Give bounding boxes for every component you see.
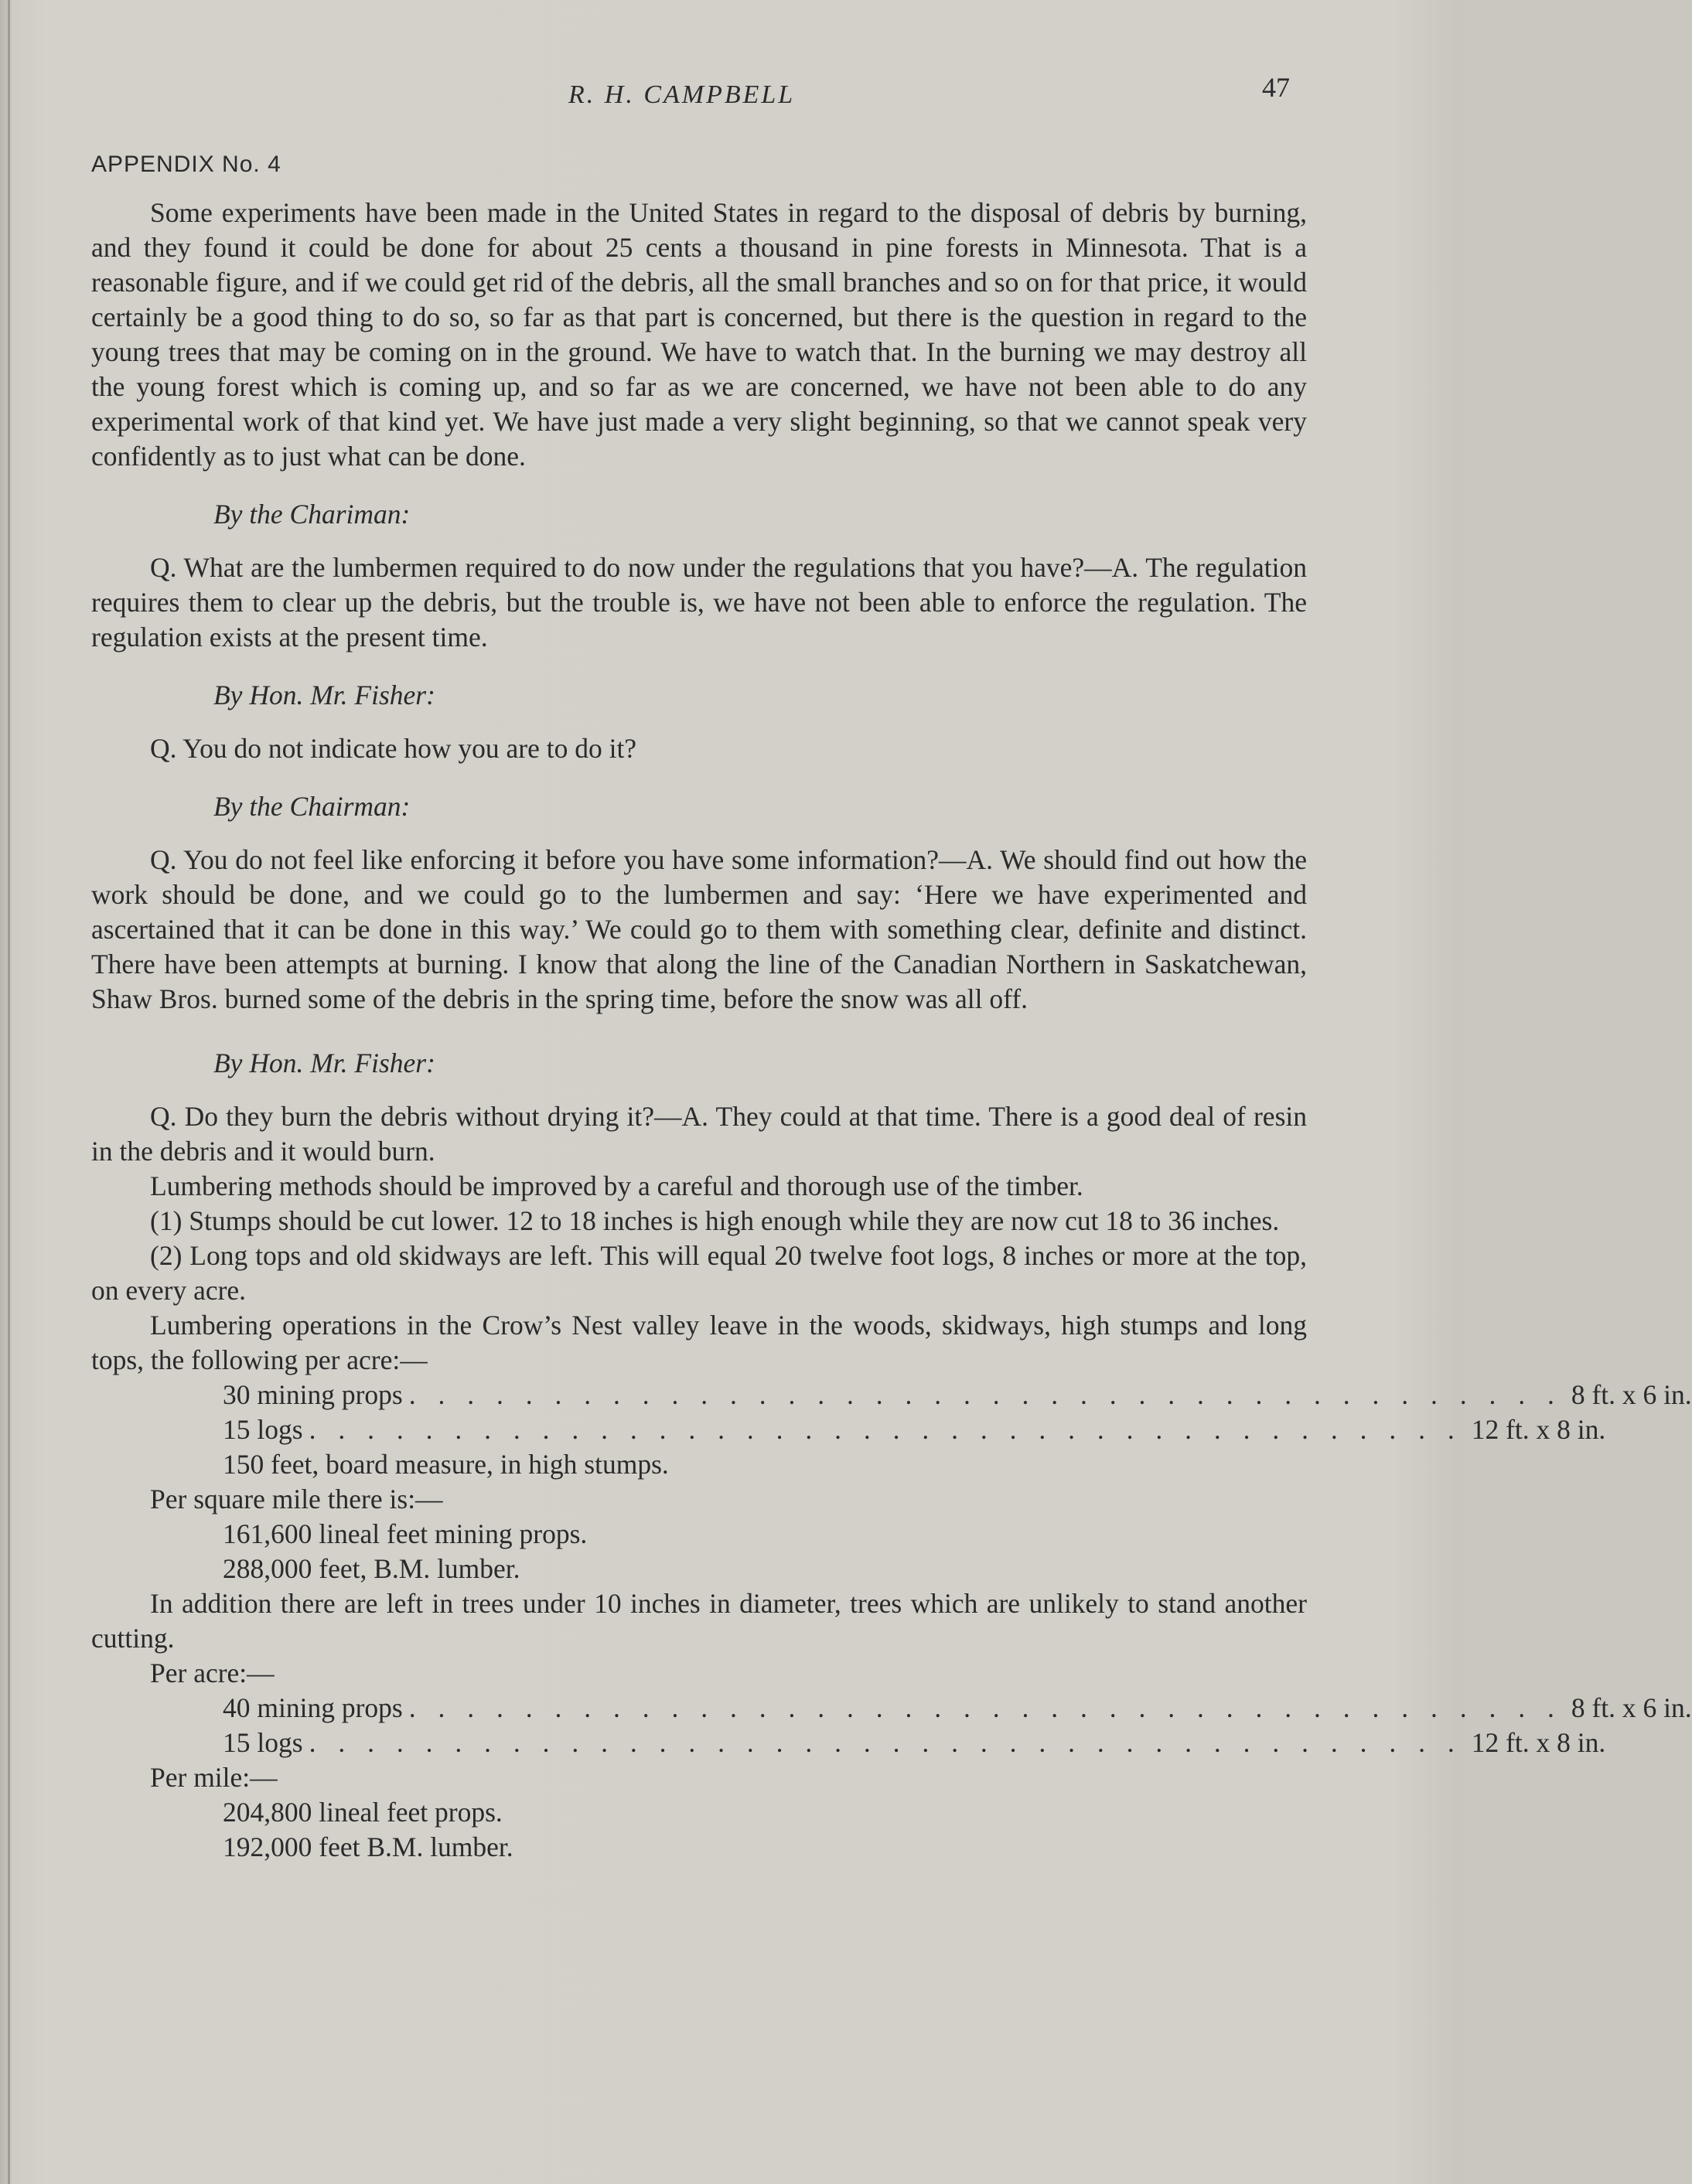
paragraph-9: Lumbering operations in the Crow’s Nest valley leave in the woods, skidways, high stumps and long tops, the following per acre:— [91,1310,1307,1375]
acre-list-row [91,1412,1606,1447]
permile-item: 192,000 feet B.M. lumber. [223,1831,513,1862]
appendix-label: APPENDIX No. 4 [91,152,281,177]
page-number: 47 [1262,72,1290,103]
running-head: R. H. CAMPBELL [568,80,796,109]
speaker-heading-3: By the Chairman: [213,791,411,822]
paragraph-2: Q. What are the lumbermen required to do now under the regulations that you have?—A. The regulation requires them to clear up the debris, but the trouble is, we have not been able to enforce the regulation. The regulation exists at the present time. [91,552,1307,652]
paragraph-7: (1) Stumps should be cut lower. 12 to 18 inches is high enough while they are now cut 18 to 36 inches. [150,1205,1280,1236]
dot-leader: . . . . . . . . . . . . . . . . . . . . . . . . . . . . . . . . . . . . . . . . [408,1379,1562,1410]
dot-leader: . . . . . . . . . . . . . . . . . . . . . . . . . . . . . . . . . . . . . . . . [309,1727,1462,1758]
body-text [91,147,1692,1865]
permile-heading: Per mile:— [150,1762,278,1793]
acre-extra: 150 feet, board measure, in high stumps. [223,1449,669,1480]
peracre-item-label: 40 mining props [223,1692,403,1723]
acre-list-row [91,1378,1692,1412]
dot-leader: . . . . . . . . . . . . . . . . . . . . . . . . . . . . . . . . . . . . . . . . [408,1692,1562,1723]
paragraph-8: (2) Long tops and old skidways are left. This will equal 20 twelve foot logs, 8 inches or more at the top, on every acre. [91,1240,1307,1306]
peracre-item-dimension: 8 ft. x 6 in. [1571,1692,1692,1723]
peracre-list-row [91,1691,1692,1726]
acre-item-label: 30 mining props [223,1379,403,1410]
sqmile-item: 288,000 feet, B.M. lumber. [223,1553,520,1584]
peracre-heading: Per acre:— [150,1658,275,1688]
page-header [0,71,1465,118]
permile-item: 204,800 lineal feet props. [223,1797,503,1828]
binding-edge [8,0,10,2184]
addition-paragraph: In addition there are left in trees under 10 inches in diameter, trees which are unlikely to stand another cutting. [91,1588,1307,1654]
speaker-heading-1: By the Chariman: [213,499,411,530]
sqmile-item: 161,600 lineal feet mining props. [223,1518,588,1549]
paragraph-5: Q. Do they burn the debris without drying it?—A. They could at that time. There is a good deal of resin in the debris and it would burn. [91,1101,1307,1167]
acre-item-label: 15 logs [223,1414,303,1445]
dot-leader: . . . . . . . . . . . . . . . . . . . . . . . . . . . . . . . . . . . . . . . . [309,1414,1462,1445]
peracre-item-label: 15 logs [223,1727,303,1758]
acre-item-dimension: 12 ft. x 8 in. [1471,1414,1606,1445]
peracre-list-row [91,1726,1606,1760]
sqmile-heading: Per square mile there is:— [150,1484,443,1514]
speaker-heading-2: By Hon. Mr. Fisher: [213,680,435,710]
paragraph-6: Lumbering methods should be improved by a careful and thorough use of the timber. [150,1170,1083,1201]
speaker-heading-4: By Hon. Mr. Fisher: [213,1048,435,1078]
acre-item-dimension: 8 ft. x 6 in. [1571,1379,1692,1410]
paragraph-3: Q. You do not indicate how you are to do it? [150,733,637,764]
paragraph-4: Q. You do not feel like enforcing it before you have some information?—A. We should find out how the work should be done, and we could go to the lumbermen and say: ‘Here we have experimented and ascertained that it can be done in this way.’ We could go to them with something clear, definite and distinct. There have been attempts at burning. I know that along the line of the Canadian Northern in Saskatchewan, Shaw Bros. burned some of the debris in the spring time, before the snow was all off. [91,844,1307,1014]
peracre-item-dimension: 12 ft. x 8 in. [1471,1727,1606,1758]
paragraph-1: Some experiments have been made in the United States in regard to the disposal of debris by burning, and they found it could be done for about 25 cents a thousand in pine forests in Minnesota. That is a reasonable figure, and if we could get rid of the debris, all the small branches and so on for that price, it would certainly be a good thing to do so, so far as that part is concerned, but there is the question in regard to the young trees that may be coming on in the ground. We have to watch that. In the burning we may destroy all the young forest which is coming up, and so far as we are concerned, we have not been able to do any experimental work of that kind yet. We have just made a very slight beginning, so that we cannot speak very confidently as to just what can be done. [91,197,1307,472]
